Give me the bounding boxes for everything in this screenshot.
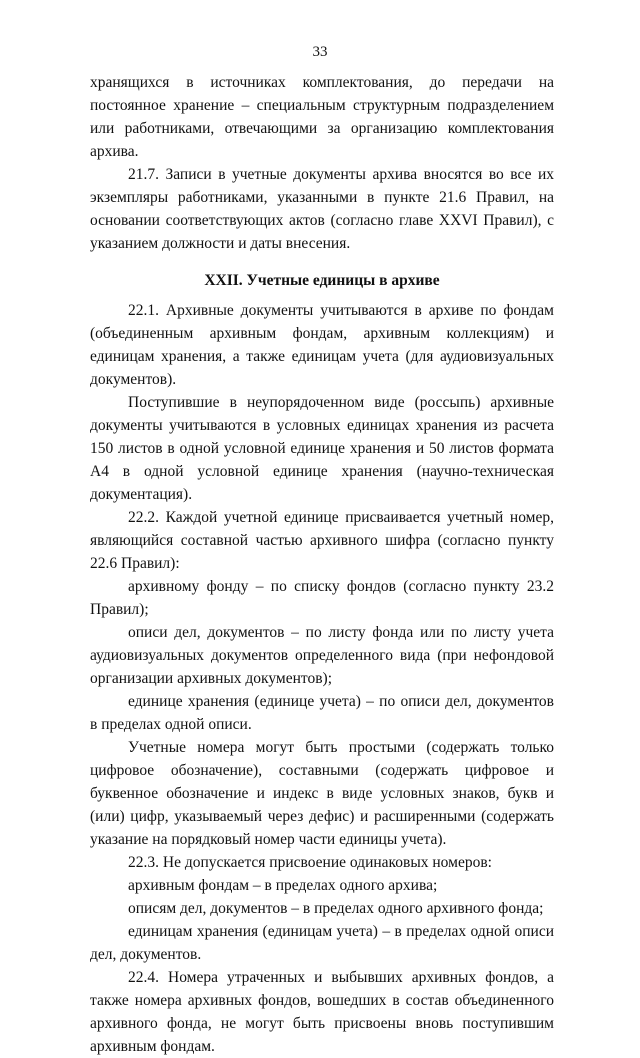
paragraph-22-1: 22.1. Архивные документы учитываются в архиве по фондам (объединенным архивным фондам, архивным коллекциям) и единицам хранения, а также единицам учета (для аудиовизуальных документов). — [90, 302, 554, 388]
document-body — [90, 71, 554, 1058]
paragraph-archival-fund-number: архивному фонду – по списку фондов (согласно пункту 23.2 Правил); — [90, 578, 554, 618]
paragraph-continuation: хранящихся в источниках комплектования, до передачи на постоянное хранение – специальным структурным подразделением или работниками, отвечающими за организацию комплектования архива. — [90, 74, 554, 160]
paragraph-storage-units-unique: единицам хранения (единицам учета) – в пределах одной описи дел, документов. — [90, 923, 554, 963]
paragraph-funds-unique: архивным фондам – в пределах одного архива; — [128, 877, 438, 894]
paragraph-22-2: 22.2. Каждой учетной единице присваивается учетный номер, являющийся составной частью архивного шифра (согласно пункту 22.6 Правил): — [90, 509, 554, 572]
paragraph-22-3: 22.3. Не допускается присвоение одинаковых номеров: — [128, 854, 492, 871]
paragraph-22-4: 22.4. Номера утраченных и выбывших архивных фондов, а также номера архивных фондов, вошедших в состав объединенного архивного фонда, не могут быть присвоены вновь поступившим архивным фондам. — [90, 969, 554, 1055]
paragraph-number-types: Учетные номера могут быть простыми (содержать только цифровое обозначение), составными (содержать цифровое и буквенное обозначение и индекс в виде условных знаков, букв и (или) цифр, указываемый через дефис) и расширенными (содержать указание на порядковый номер части единицы учета). — [90, 739, 554, 848]
paragraph-21-7: 21.7. Записи в учетные документы архива вносятся во все их экземпляры работниками, указанными в пункте 21.6 Правил, на основании соответствующих актов (согласно главе XXVI Правил), с указанием должности и даты внесения. — [90, 166, 554, 252]
paragraph-inventories-unique: описям дел, документов – в пределах одного архивного фонда; — [128, 900, 544, 917]
paragraph-inventory-number: описи дел, документов – по листу фонда или по листу учета аудиовизуальных документов определенного вида (при нефондовой организации архивных документов); — [90, 624, 554, 687]
page-number: 33 — [312, 44, 328, 60]
section-heading: XXII. Учетные единицы в архиве — [204, 272, 440, 289]
paragraph-unordered-documents: Поступившие в неупорядоченном виде (россыпь) архивные документы учитываются в условных единицах хранения из расчета 150 листов в одной условной единице хранения и 50 листов формата А4 в одной условной единице хранения (научно-техническая документация). — [90, 394, 554, 503]
paragraph-storage-unit-number: единице хранения (единице учета) – по описи дел, документов в пределах одной описи. — [90, 693, 554, 733]
